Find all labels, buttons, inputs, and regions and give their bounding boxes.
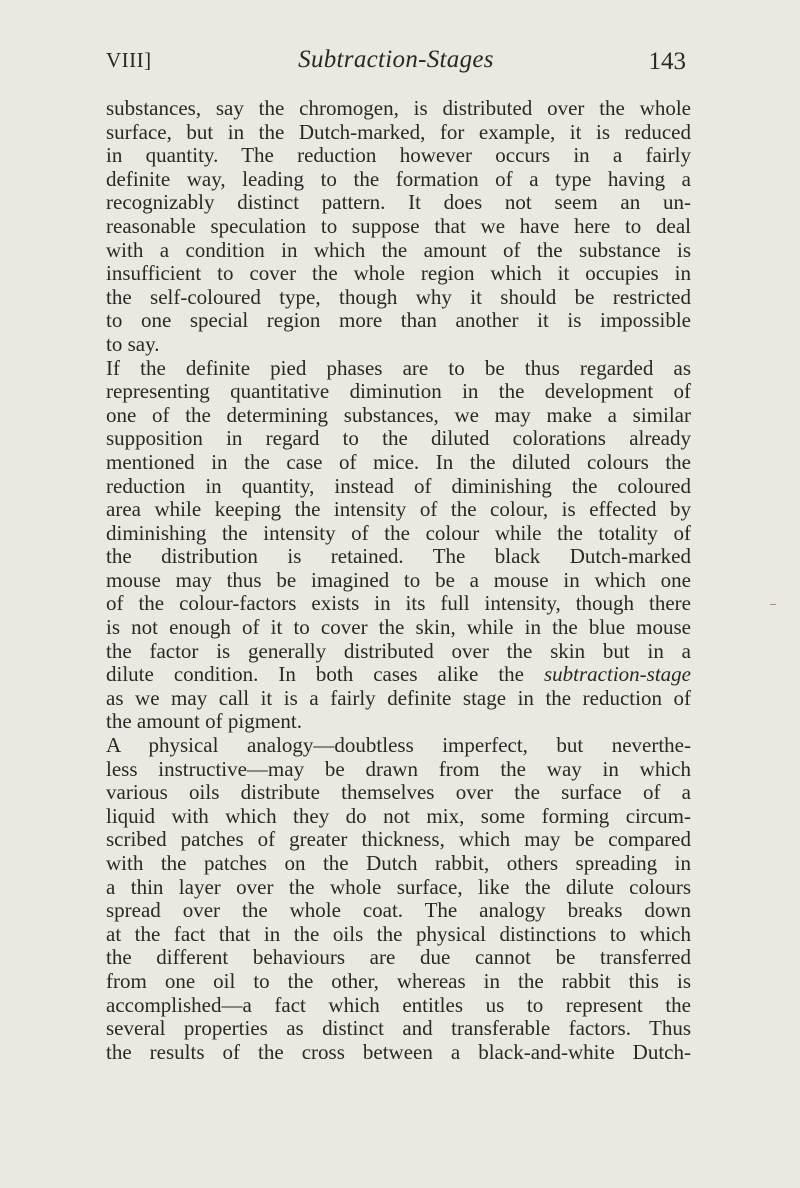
text-line: to say. xyxy=(106,331,160,356)
running-head xyxy=(106,46,686,86)
text-line: representing quantitative diminution in the development of xyxy=(106,379,691,404)
text-line: reasonable speculation to suppose that we have here to deal xyxy=(106,213,691,238)
text-line: liquid with which they do not mix, some forming circum- xyxy=(106,803,691,828)
text-line: reduction in quantity, instead of diminishing the coloured xyxy=(106,473,691,498)
text-line: area while keeping the intensity of the colour, is effected by xyxy=(106,497,691,522)
text-line: the self-coloured type, though why it should be restricted xyxy=(106,284,691,309)
text-line: supposition in regard to the diluted colorations already xyxy=(106,426,691,451)
text-line: from one oil to the other, whereas in the rabbit this is xyxy=(106,968,691,993)
text-line: to one special region more than another it is impossible xyxy=(106,308,691,333)
text-line: definite way, leading to the formation of a type having a xyxy=(106,166,691,191)
text-line: A physical analogy—doubtless imperfect, but neverthe- xyxy=(106,733,691,758)
margin-mark xyxy=(770,604,776,605)
text-line: in quantity. The reduction however occurs in a fairly xyxy=(106,143,691,168)
text-line: as we may call it is a fairly definite stage in the reduction of xyxy=(106,685,691,710)
body-text xyxy=(106,97,691,1064)
text-line: is not enough of it to cover the skin, while in the blue mouse xyxy=(106,615,691,640)
running-title: Subtraction-Stages xyxy=(298,46,494,73)
text-line: with a condition in which the amount of the substance is xyxy=(106,237,691,262)
text-line: at the fact that in the oils the physical distinctions to which xyxy=(106,921,691,946)
text-line: the results of the cross between a black-and-white Dutch- xyxy=(106,1039,691,1064)
text-line: accomplished—a fact which entitles us to represent the xyxy=(106,992,691,1017)
chapter-number: VIII] xyxy=(106,48,152,72)
text-line: scribed patches of greater thickness, which may be compared xyxy=(106,827,691,852)
text-line: various oils distribute themselves over the surface of a xyxy=(106,780,691,805)
text-line: surface, but in the Dutch-marked, for example, it is reduced xyxy=(106,119,691,144)
text-line: mouse may thus be imagined to be a mouse in which one xyxy=(106,567,691,592)
text-line: the distribution is retained. The black Dutch-marked xyxy=(106,544,691,569)
italic-term: subtraction-stage xyxy=(544,662,691,687)
text-line: less instructive—may be drawn from the way in which xyxy=(106,756,691,781)
text-line: of the colour-factors exists in its full intensity, though there xyxy=(106,591,691,616)
text-line: insufficient to cover the whole region which it occupies in xyxy=(106,261,691,286)
text-line: substances, say the chromogen, is distributed over the whole xyxy=(106,96,691,120)
text-line: one of the determining substances, we may make a similar xyxy=(106,402,691,427)
text-line: mentioned in the case of mice. In the diluted colours the xyxy=(106,449,691,474)
text-line: the different behaviours are due cannot be transferred xyxy=(106,945,691,970)
text-line: recognizably distinct pattern. It does not seem an un- xyxy=(106,190,691,215)
text-line: the factor is generally distributed over the skin but in a xyxy=(106,638,691,663)
text-line: with the patches on the Dutch rabbit, others spreading in xyxy=(106,851,691,875)
text-line: a thin layer over the whole surface, like the dilute colours xyxy=(106,874,691,899)
text-line: dilute condition. In both cases alike the subtraction-stage xyxy=(106,662,691,687)
text-line: If the definite pied phases are to be thus regarded as xyxy=(106,355,691,380)
text-line: several properties as distinct and transferable factors. Thus xyxy=(106,1016,691,1041)
text-line: spread over the whole coat. The analogy breaks down xyxy=(106,898,691,923)
text-line: diminishing the intensity of the colour while the totality of xyxy=(106,520,691,545)
text-line: the amount of pigment. xyxy=(106,709,302,734)
page-number: 143 xyxy=(648,48,686,75)
